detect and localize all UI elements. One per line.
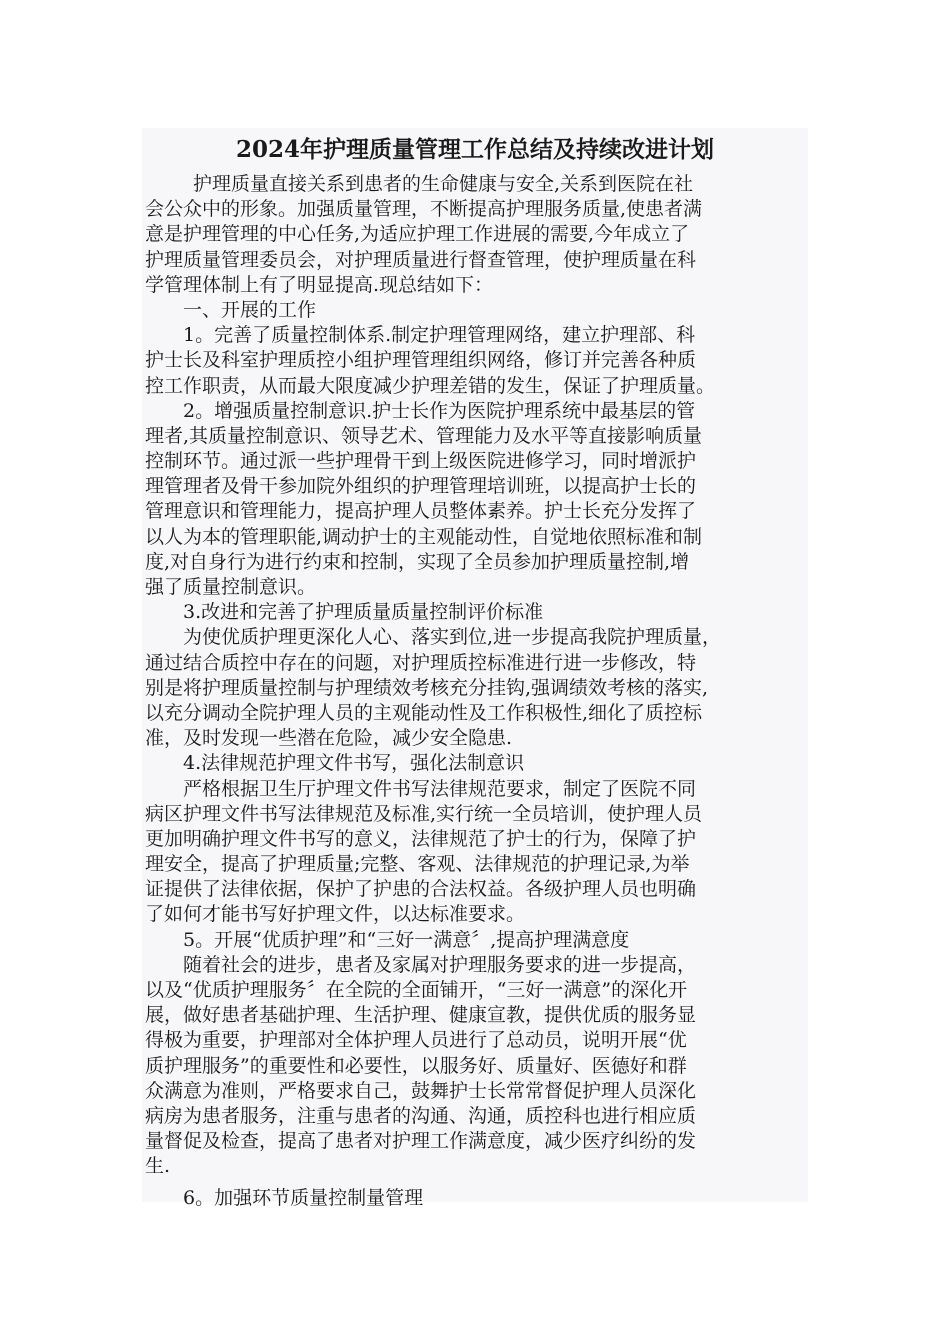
body-line: 3.改进和完善了护理质量质量控制评价标准 bbox=[183, 601, 544, 624]
body-line: 病房为患者服务，注重与患者的沟通、沟通，质控科也进行相应质 bbox=[145, 1104, 697, 1127]
body-line: 护理质量管理委员会，对护理质量进行督查管理，使护理质量在科 bbox=[145, 248, 697, 271]
body-line: 严格根据卫生厅护理文件书写法律规范要求，制定了医院不同 bbox=[183, 777, 697, 800]
body-line: 了如何才能书写好护理文件，以达标准要求。 bbox=[145, 903, 526, 926]
document-body bbox=[145, 172, 813, 1211]
body-line: 通过结合质控中存在的问题，对护理质控标准进行进一步修改，特 bbox=[145, 651, 697, 674]
body-line: 学管理体制上有了明显提高.现总结如下： bbox=[145, 273, 494, 296]
body-line: 以及“优质护理服务〞在全院的全面铺开，“三好一满意”的深化开 bbox=[145, 979, 688, 1001]
body-line: 度,对自身行为进行约束和控制，实现了全员参加护理质量控制,增 bbox=[145, 550, 690, 573]
body-line: 5。开展“优质护理”和“三好一满意〞,提高护理满意度 bbox=[183, 928, 630, 951]
body-line: 会公众中的形象。加强质量管理，不断提高护理服务质量,使患者满 bbox=[145, 198, 703, 221]
body-line: 以人为本的管理职能,调动护士的主观能动性，自觉地依照标准和制 bbox=[145, 525, 703, 548]
body-line: 护士长及科室护理质控小组护理管理组织网络，修订并完善各种质 bbox=[145, 349, 697, 372]
body-line: 管理意识和管理能力，提高护理人员整体素养。护士长充分发挥了 bbox=[145, 500, 697, 523]
body-line: 理管理者及骨干参加院外组织的护理管理培训班，以提高护士长的 bbox=[145, 475, 697, 498]
body-line: 量督促及检查，提高了患者对护理工作满意度，减少医疗纠纷的发 bbox=[145, 1130, 697, 1153]
body-line: 病区护理文件书写法律规范及标准,实行统一全员培训，使护理人员 bbox=[145, 802, 703, 825]
body-line: 证提供了法律依据，保护了护患的合法权益。各级护理人员也明确 bbox=[145, 878, 697, 901]
document-title: 2024年护理质量管理工作总结及持续改进计划 bbox=[235, 136, 714, 163]
body-line: 2。增强质量控制意识.护士长作为医院护理系统中最基层的管 bbox=[183, 399, 696, 422]
body-line: 控制环节。通过派一些护理骨干到上级医院进修学习，同时增派护 bbox=[145, 450, 697, 473]
body-line: 1。完善了质量控制体系.制定护理管理网络，建立护理部、科 bbox=[183, 324, 696, 347]
body-line: 展，做好患者基础护理、生活护理、健康宣教，提供优质的服务显 bbox=[145, 1004, 697, 1027]
body-line: 理安全，提高了护理质量;完整、客观、法律规范的护理记录,为举 bbox=[145, 853, 690, 876]
body-line: 众满意为准则，严格要求自己，鼓舞护士长常常督促护理人员深化 bbox=[145, 1079, 697, 1102]
body-line: 质护理服务”的重要性和必要性，以服务好、质量好、医德好和群 bbox=[145, 1054, 687, 1077]
body-line: 准，及时发现一些潜在危险，减少安全隐患. bbox=[145, 727, 513, 750]
body-line: 随着社会的进步，患者及家属对护理服务要求的进一步提高， bbox=[183, 953, 697, 976]
body-line: 更加明确护理文件书写的意义，法律规范了护士的行为，保障了护 bbox=[145, 827, 697, 850]
body-line: 6。加强环节质量控制量管理 bbox=[183, 1186, 424, 1209]
body-line: 意是护理管理的中心任务,为适应护理工作进展的需要,今年成立了 bbox=[145, 223, 690, 246]
body-line: 别是将护理质量控制与护理绩效考核充分挂钩,强调绩效考核的落实, bbox=[145, 676, 709, 699]
body-line: 生. bbox=[145, 1155, 171, 1178]
body-line: 4.法律规范护理文件书写，强化法制意识 bbox=[183, 752, 525, 775]
body-line: 护理质量直接关系到患者的生命健康与安全,关系到医院在社 bbox=[193, 173, 694, 195]
body-line: 强了质量控制意识。 bbox=[145, 576, 317, 598]
body-line: 理者,其质量控制意识、领导艺术、管理能力及水平等直接影响质量 bbox=[145, 424, 703, 447]
body-line: 得极为重要，护理部对全体护理人员进行了总动员，说明开展“优 bbox=[145, 1029, 687, 1052]
body-line: 一、开展的工作 bbox=[183, 298, 317, 321]
body-line: 为使优质护理更深化人心、落实到位,进一步提高我院护理质量， bbox=[183, 626, 722, 649]
body-line: 以充分调动全院护理人员的主观能动性及工作积极性,细化了质控标 bbox=[145, 701, 703, 724]
body-line: 控工作职责，从而最大限度减少护理差错的发生，保证了护理质量。 bbox=[145, 374, 716, 397]
